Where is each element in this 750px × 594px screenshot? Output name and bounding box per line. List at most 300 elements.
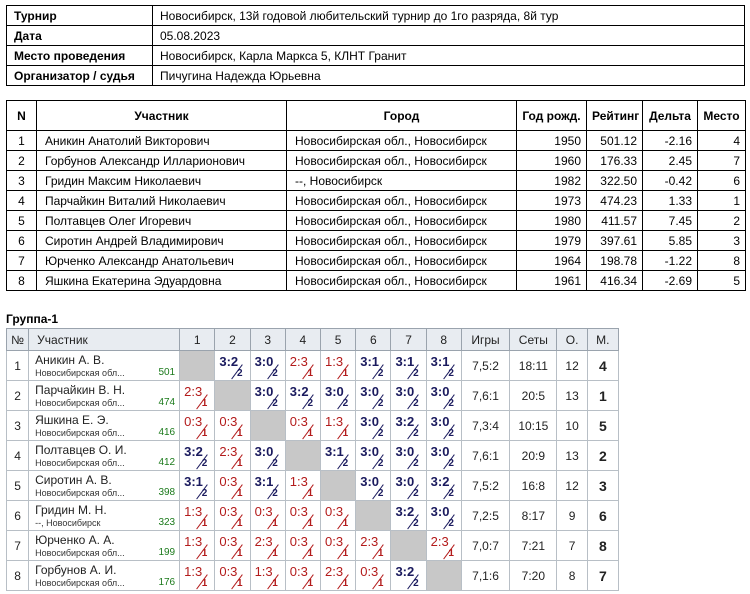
cross-header-row [7, 329, 619, 351]
group-games: 7,5:2 [461, 351, 509, 381]
match-score: 3:0 [430, 414, 450, 429]
rating: 501.12 [587, 131, 643, 151]
match-result-cell[interactable] [285, 561, 320, 591]
match-result-cell[interactable] [321, 531, 356, 561]
group-player-row [7, 501, 619, 531]
participant-row [7, 151, 746, 171]
group-points: 9 [557, 501, 587, 531]
match-score: 1:3 [184, 564, 203, 579]
match-score: 3:1 [430, 354, 450, 369]
match-result [286, 381, 320, 410]
row-number: 6 [7, 231, 37, 251]
match-result-cell[interactable] [321, 351, 356, 381]
match-points: 1 [237, 458, 243, 469]
match-score: 0:3 [289, 564, 308, 579]
match-score: 3:0 [430, 444, 450, 459]
participant-name: Сиротин Андрей Владимирович [37, 231, 287, 251]
group-player-cell [29, 441, 180, 471]
match-result-cell[interactable] [250, 381, 285, 411]
match-result-cell[interactable] [180, 561, 215, 591]
participant-city: Новосибирская обл., Новосибирск [287, 231, 517, 251]
participant-name: Полтавцев Олег Игоревич [37, 211, 287, 231]
rating: 411.57 [587, 211, 643, 231]
match-result-cell[interactable] [391, 561, 426, 591]
row-number: 1 [7, 131, 37, 151]
participants-header-cell: Дельта [643, 101, 698, 131]
match-points: 1 [201, 428, 208, 439]
match-points: 2 [377, 428, 384, 439]
match-points: 2 [448, 428, 454, 439]
match-score: 2:3 [360, 534, 379, 549]
match-points: 1 [201, 518, 208, 529]
match-points: 1 [237, 548, 243, 559]
group-player-cell [29, 411, 180, 441]
info-value: Пичугина Надежда Юрьевна [153, 66, 745, 86]
diagonal-cell [250, 411, 285, 441]
place: 2 [698, 211, 746, 231]
match-points: 2 [377, 458, 384, 469]
match-result-cell[interactable] [321, 411, 356, 441]
match-result-cell[interactable] [250, 561, 285, 591]
match-score: 0:3 [184, 414, 203, 429]
cross-header-place: М. [587, 329, 618, 351]
group-points: 7 [557, 531, 587, 561]
match-result-cell[interactable] [426, 471, 461, 501]
match-points: 2 [448, 458, 454, 469]
match-result-cell[interactable] [250, 501, 285, 531]
row-number: 4 [7, 191, 37, 211]
rating: 322.50 [587, 171, 643, 191]
group-player-rating: 398 [158, 486, 176, 498]
group-player-meta [35, 517, 175, 529]
match-result-cell[interactable] [180, 531, 215, 561]
match-result-cell[interactable] [285, 471, 320, 501]
match-result [391, 501, 425, 530]
match-result [391, 471, 425, 500]
rating: 176.33 [587, 151, 643, 171]
match-result-cell[interactable] [215, 351, 250, 381]
match-score: 3:2 [395, 414, 415, 429]
group-player-city: Новосибирская обл... [35, 577, 125, 588]
group-row-number: 6 [7, 501, 29, 531]
match-result [427, 411, 461, 440]
group-player-name: Гридин М. Н. [35, 502, 107, 517]
match-score: 0:3 [219, 414, 238, 429]
place: 6 [698, 171, 746, 191]
group-place: 4 [587, 351, 618, 381]
match-points: 2 [413, 398, 419, 409]
rating-delta: -2.69 [643, 271, 698, 291]
birth-year: 1979 [517, 231, 587, 251]
match-result-cell[interactable] [180, 501, 215, 531]
match-points: 1 [201, 578, 208, 589]
group-player-rating: 501 [158, 366, 176, 378]
match-score: 3:1 [254, 474, 274, 489]
participant-name: Горбунов Александр Илларионович [37, 151, 287, 171]
match-result-cell[interactable] [356, 441, 391, 471]
group-games: 7,6:1 [461, 381, 509, 411]
participant-city: Новосибирская обл., Новосибирск [287, 211, 517, 231]
match-result [180, 471, 214, 500]
cross-header-games: Игры [461, 329, 509, 351]
match-points: 1 [377, 578, 384, 589]
match-result-cell[interactable] [285, 351, 320, 381]
match-result [356, 561, 390, 590]
match-result-cell[interactable] [356, 351, 391, 381]
match-score: 3:0 [395, 444, 415, 459]
match-result-cell[interactable] [391, 381, 426, 411]
cross-header-opponent: 8 [426, 329, 461, 351]
participant-name: Гридин Максим Николаевич [37, 171, 287, 191]
info-label: Дата [7, 26, 153, 46]
group-cross-table [6, 328, 619, 591]
participant-row [7, 231, 746, 251]
match-points: 1 [272, 578, 278, 589]
match-result-cell[interactable] [321, 501, 356, 531]
match-result-cell[interactable] [426, 381, 461, 411]
match-result-cell[interactable] [356, 381, 391, 411]
match-result [391, 561, 425, 590]
match-score: 3:0 [325, 384, 344, 399]
birth-year: 1950 [517, 131, 587, 151]
match-points: 2 [201, 488, 208, 499]
match-points: 2 [413, 458, 419, 469]
match-points: 2 [201, 458, 208, 469]
match-points: 1 [272, 548, 278, 559]
group-row-number: 4 [7, 441, 29, 471]
match-score: 0:3 [289, 504, 308, 519]
match-result-cell[interactable] [180, 381, 215, 411]
match-points: 1 [342, 578, 349, 589]
match-result-cell[interactable] [426, 441, 461, 471]
group-sets: 7:20 [510, 561, 557, 591]
cross-header-opponent: 2 [215, 329, 250, 351]
match-score: 1:3 [325, 354, 344, 369]
match-result-cell[interactable] [250, 441, 285, 471]
match-points: 1 [307, 548, 313, 559]
match-score: 2:3 [184, 384, 203, 399]
match-score: 1:3 [289, 474, 308, 489]
participant-city: Новосибирская обл., Новосибирск [287, 191, 517, 211]
group-player-city: Новосибирская обл... [35, 367, 125, 378]
group-player-row [7, 411, 619, 441]
match-points: 2 [237, 368, 243, 379]
cross-header-opponent: 6 [356, 329, 391, 351]
match-points: 1 [342, 518, 349, 529]
match-result-cell[interactable] [426, 411, 461, 441]
match-result-cell[interactable] [356, 411, 391, 441]
match-result-cell[interactable] [391, 471, 426, 501]
match-result [391, 381, 425, 410]
info-row [7, 66, 745, 86]
match-result-cell[interactable] [321, 441, 356, 471]
participant-city: Новосибирская обл., Новосибирск [287, 271, 517, 291]
match-score: 3:2 [289, 384, 309, 399]
participant-row [7, 131, 746, 151]
group-games: 7,3:4 [461, 411, 509, 441]
match-result [286, 561, 320, 590]
match-result-cell[interactable] [321, 561, 356, 591]
group-player-name: Парчайкин В. Н. [35, 382, 126, 397]
match-result [251, 531, 285, 560]
participant-city: --, Новосибирск [287, 171, 517, 191]
match-score: 1:3 [184, 534, 203, 549]
info-value: 05.08.2023 [153, 26, 745, 46]
match-result-cell[interactable] [356, 471, 391, 501]
participant-row [7, 271, 746, 291]
group-games: 7,5:2 [461, 471, 509, 501]
match-score: 1:3 [184, 504, 203, 519]
group-player-city: Новосибирская обл... [35, 427, 125, 438]
participant-row [7, 251, 746, 271]
match-points: 2 [413, 368, 419, 379]
info-row [7, 26, 745, 46]
group-player-rating: 412 [158, 456, 176, 468]
match-result [356, 381, 390, 410]
match-points: 2 [413, 518, 419, 529]
match-result [356, 441, 390, 470]
match-result [215, 411, 249, 440]
match-result [391, 351, 425, 380]
match-result [427, 441, 461, 470]
match-result-cell[interactable] [356, 531, 391, 561]
match-result-cell[interactable] [285, 381, 320, 411]
match-result-cell[interactable] [215, 411, 250, 441]
group-place: 8 [587, 531, 618, 561]
match-result [356, 351, 390, 380]
match-result-cell[interactable] [391, 501, 426, 531]
row-number: 7 [7, 251, 37, 271]
match-points: 2 [413, 488, 419, 499]
group-player-city: Новосибирская обл... [35, 457, 125, 468]
match-score: 3:1 [325, 444, 344, 459]
match-score: 3:0 [360, 414, 380, 429]
diagonal-cell [426, 561, 461, 591]
match-result-cell[interactable] [285, 411, 320, 441]
birth-year: 1982 [517, 171, 587, 191]
match-points: 1 [448, 548, 454, 559]
participants-header-cell: Место [698, 101, 746, 131]
rating: 416.34 [587, 271, 643, 291]
tournament-info-body [7, 6, 745, 86]
match-points: 1 [307, 518, 313, 529]
match-result-cell[interactable] [321, 381, 356, 411]
birth-year: 1960 [517, 151, 587, 171]
match-result [391, 411, 425, 440]
group-player-meta [35, 427, 175, 439]
participants-header-row [7, 101, 746, 131]
match-result [391, 441, 425, 470]
match-result [356, 471, 390, 500]
info-value: Новосибирск, 13й годовой любительский турнир до 1го разряда, 8й тур [153, 6, 745, 26]
participant-city: Новосибирская обл., Новосибирск [287, 251, 517, 271]
group-points: 8 [557, 561, 587, 591]
match-result-cell[interactable] [356, 561, 391, 591]
cross-body [7, 351, 619, 591]
match-score: 1:3 [325, 414, 344, 429]
participant-row [7, 191, 746, 211]
match-result-cell[interactable] [215, 501, 250, 531]
match-result-cell[interactable] [285, 531, 320, 561]
match-result [251, 381, 285, 410]
match-score: 3:1 [360, 354, 380, 369]
group-player-city: Новосибирская обл... [35, 397, 125, 408]
match-score: 2:3 [430, 534, 449, 549]
match-score: 2:3 [325, 564, 344, 579]
group-points: 10 [557, 411, 587, 441]
match-result [180, 441, 214, 470]
group-row-number: 3 [7, 411, 29, 441]
group-games: 7,2:5 [461, 501, 509, 531]
group-points: 13 [557, 441, 587, 471]
match-result [180, 381, 214, 410]
group-player-row [7, 531, 619, 561]
match-result-cell[interactable] [250, 351, 285, 381]
match-score: 0:3 [325, 504, 344, 519]
birth-year: 1961 [517, 271, 587, 291]
match-points: 1 [237, 488, 243, 499]
match-result-cell[interactable] [215, 531, 250, 561]
group-player-meta [35, 487, 175, 499]
group-player-cell [29, 501, 180, 531]
cross-header-opponent: 5 [321, 329, 356, 351]
match-score: 2:3 [254, 534, 273, 549]
match-result-cell[interactable] [180, 441, 215, 471]
place: 7 [698, 151, 746, 171]
group-row-number: 8 [7, 561, 29, 591]
match-result-cell[interactable] [391, 441, 426, 471]
match-points: 1 [342, 428, 349, 439]
match-score: 0:3 [219, 474, 238, 489]
info-label: Организатор / судья [7, 66, 153, 86]
match-result-cell[interactable] [426, 531, 461, 561]
birth-year: 1980 [517, 211, 587, 231]
participants-table [6, 100, 746, 291]
info-row [7, 6, 745, 26]
group-place: 2 [587, 441, 618, 471]
match-result-cell[interactable] [250, 471, 285, 501]
participant-row [7, 171, 746, 191]
match-score: 0:3 [360, 564, 379, 579]
match-result-cell[interactable] [180, 411, 215, 441]
group-row-number: 5 [7, 471, 29, 501]
match-result [321, 531, 355, 560]
participants-body [7, 131, 746, 291]
match-result [251, 561, 285, 590]
diagonal-cell [391, 531, 426, 561]
match-score: 3:0 [360, 444, 380, 459]
match-result [286, 531, 320, 560]
participants-header-cell: Город [287, 101, 517, 131]
group-games: 7,6:1 [461, 441, 509, 471]
match-result [427, 531, 461, 560]
group-points: 12 [557, 471, 587, 501]
group-row-number: 2 [7, 381, 29, 411]
match-points: 1 [377, 548, 384, 559]
group-player-meta [35, 577, 175, 589]
group-player-rating: 416 [158, 426, 176, 438]
tournament-info-table [6, 5, 745, 86]
match-result [180, 501, 214, 530]
match-result-cell[interactable] [180, 471, 215, 501]
match-result [286, 471, 320, 500]
group-player-name: Яшкина Е. Э. [35, 412, 109, 427]
match-result-cell[interactable] [215, 561, 250, 591]
match-points: 2 [272, 458, 278, 469]
match-result [215, 561, 249, 590]
participants-header-cell: Участник [37, 101, 287, 131]
group-player-row [7, 471, 619, 501]
group-points: 12 [557, 351, 587, 381]
match-result [427, 381, 461, 410]
match-result-cell[interactable] [250, 531, 285, 561]
group-player-meta [35, 397, 175, 409]
match-score: 2:3 [289, 354, 308, 369]
match-points: 1 [307, 368, 313, 379]
match-points: 2 [377, 488, 384, 499]
match-result [321, 381, 355, 410]
match-points: 2 [448, 488, 454, 499]
participant-name: Аникин Анатолий Викторович [37, 131, 287, 151]
match-result [286, 411, 320, 440]
match-result-cell[interactable] [391, 351, 426, 381]
match-result-cell[interactable] [426, 351, 461, 381]
match-score: 0:3 [254, 504, 273, 519]
match-points: 1 [307, 428, 313, 439]
match-result-cell[interactable] [215, 471, 250, 501]
match-result-cell[interactable] [426, 501, 461, 531]
rating-delta: -0.42 [643, 171, 698, 191]
group-sets: 8:17 [510, 501, 557, 531]
match-result [286, 351, 320, 380]
diagonal-cell [180, 351, 215, 381]
match-result-cell[interactable] [391, 411, 426, 441]
group-sets: 10:15 [510, 411, 557, 441]
rating: 474.23 [587, 191, 643, 211]
group-place: 3 [587, 471, 618, 501]
group-sets: 16:8 [510, 471, 557, 501]
match-score: 3:0 [254, 444, 274, 459]
group-place: 5 [587, 411, 618, 441]
group-sets: 20:9 [510, 441, 557, 471]
match-points: 2 [413, 428, 419, 439]
group-row-number: 1 [7, 351, 29, 381]
match-points: 1 [342, 368, 349, 379]
match-result [215, 501, 249, 530]
match-result-cell[interactable] [215, 441, 250, 471]
match-points: 2 [448, 368, 454, 379]
match-score: 3:0 [360, 384, 380, 399]
group-player-rating: 323 [158, 516, 176, 528]
group-player-city: Новосибирская обл... [35, 487, 125, 498]
group-player-city: Новосибирская обл... [35, 547, 125, 558]
match-points: 1 [307, 578, 313, 589]
match-result [427, 501, 461, 530]
match-points: 2 [448, 398, 454, 409]
cross-header-opponent: 7 [391, 329, 426, 351]
match-points: 1 [237, 578, 243, 589]
place: 5 [698, 271, 746, 291]
match-result [215, 351, 249, 380]
group-player-meta [35, 547, 175, 559]
cross-header-points: О. [557, 329, 587, 351]
participant-name: Парчайкин Виталий Николаевич [37, 191, 287, 211]
match-score: 3:1 [184, 474, 203, 489]
match-score: 3:0 [395, 474, 415, 489]
match-result [427, 471, 461, 500]
match-result-cell[interactable] [285, 501, 320, 531]
match-result [180, 561, 214, 590]
